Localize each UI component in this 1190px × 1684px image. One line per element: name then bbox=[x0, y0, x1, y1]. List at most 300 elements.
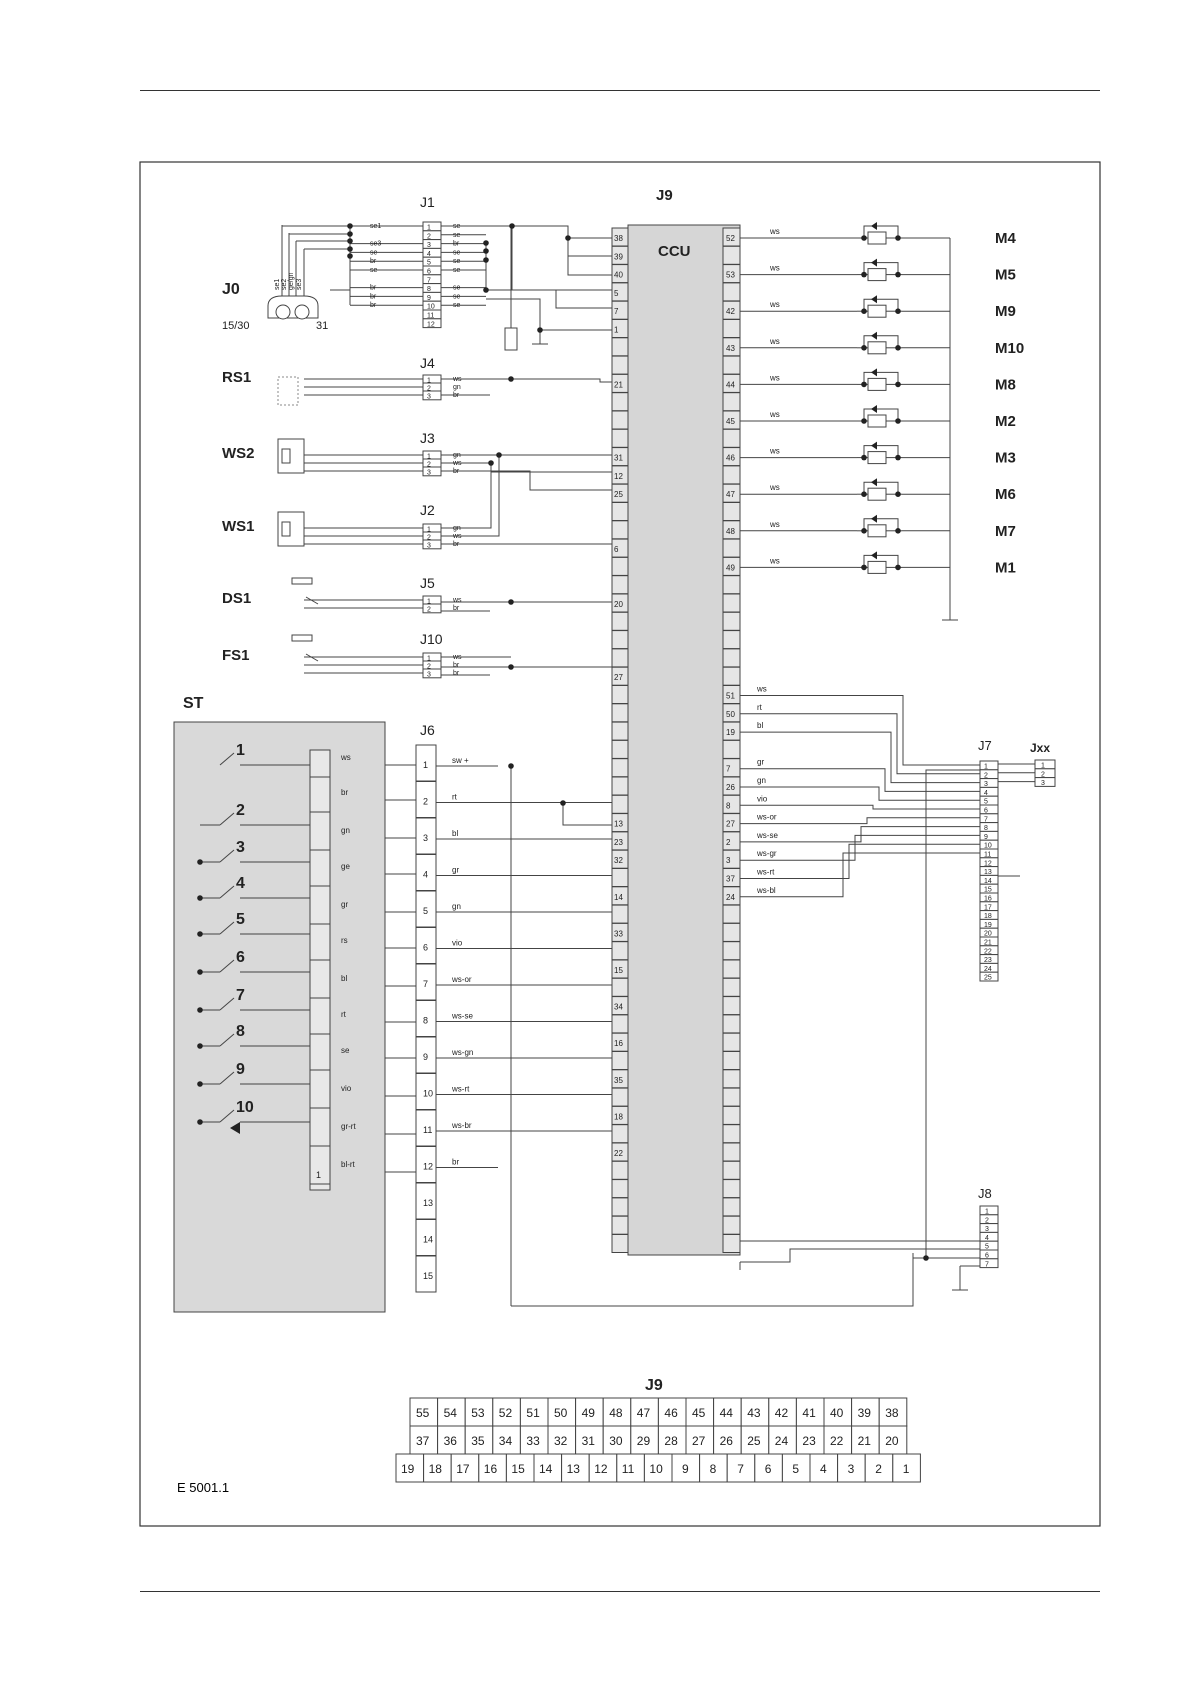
j0-pin-label: ge/gn bbox=[288, 272, 295, 290]
junction-dot bbox=[861, 345, 867, 351]
diode-icon bbox=[871, 332, 877, 340]
sensor-connector-title: J3 bbox=[420, 430, 435, 446]
sensor-pin: 3 bbox=[427, 542, 431, 550]
ccu-right-pin-cell bbox=[723, 1052, 740, 1070]
pinout-pin: 26 bbox=[719, 1434, 733, 1448]
ccu-left-pin: 31 bbox=[614, 453, 623, 463]
j1-pin: 9 bbox=[427, 294, 431, 302]
j6-wire-label: ws-or bbox=[452, 975, 472, 984]
j6-pin: 11 bbox=[423, 1125, 433, 1135]
j1-pin: 1 bbox=[427, 224, 431, 232]
sensor-pin-cell bbox=[423, 653, 441, 662]
ccu-left-pin-cell bbox=[612, 942, 628, 960]
st-switch-number: 4 bbox=[236, 875, 245, 892]
j0-pin-label: se2 bbox=[281, 278, 288, 290]
j7-pin: 13 bbox=[984, 869, 992, 877]
j7-pin: 17 bbox=[984, 904, 992, 912]
st-switch-number: 9 bbox=[236, 1061, 245, 1078]
ccu-left-pin-cell bbox=[612, 869, 628, 887]
pinout-pin: 14 bbox=[539, 1462, 553, 1476]
ccu-left-pin-cell bbox=[612, 740, 628, 758]
pinout-pin: 38 bbox=[885, 1406, 899, 1420]
sensor-name: RS1 bbox=[222, 369, 252, 386]
junction-dot bbox=[895, 308, 901, 314]
coil-rect bbox=[868, 232, 886, 244]
ccu-left-pin-cell bbox=[612, 1088, 628, 1106]
j7-pin: 10 bbox=[984, 842, 992, 850]
sensor-pin: 2 bbox=[427, 663, 431, 671]
ccu-left-pin: 18 bbox=[614, 1112, 623, 1122]
coil-rect bbox=[868, 415, 886, 427]
st-switch-number: 1 bbox=[236, 742, 245, 759]
j7-wire-label: bl bbox=[757, 721, 764, 731]
ccu-right-pin-cell bbox=[723, 1088, 740, 1106]
j6-pin: 10 bbox=[423, 1088, 434, 1099]
ccu-right-pin-cell bbox=[723, 539, 740, 557]
j1-pin: 5 bbox=[427, 259, 431, 267]
ccu-left-pin-cell bbox=[612, 1180, 628, 1198]
pinout-pin: 27 bbox=[692, 1434, 706, 1448]
junction-dot bbox=[895, 418, 901, 424]
pinout-pin: 5 bbox=[792, 1462, 800, 1476]
j1-right-wire: se bbox=[453, 249, 461, 257]
jxx-cell bbox=[1035, 769, 1055, 778]
junction-dot bbox=[347, 238, 353, 244]
st-wire-label: se bbox=[341, 1046, 350, 1055]
j1-left-wire: se bbox=[370, 249, 378, 257]
j6-pin: 8 bbox=[423, 1015, 429, 1026]
return-bus bbox=[511, 1253, 913, 1306]
coil-rect bbox=[868, 342, 886, 354]
sensor-wire-label: ws bbox=[453, 533, 462, 540]
j7-pin: 25 bbox=[984, 974, 992, 982]
ccu-left-pin-cell bbox=[612, 795, 628, 813]
sensor-wire-label: ws bbox=[453, 654, 462, 661]
ccu-left-pin-cell bbox=[612, 1235, 628, 1253]
ccu-connector: J9 bbox=[656, 187, 673, 204]
coil-rect bbox=[868, 269, 886, 281]
ccu-right-pin: 50 bbox=[726, 709, 735, 719]
ccu-left-pin: 40 bbox=[614, 270, 623, 280]
sensor-ccu-wire bbox=[441, 667, 612, 675]
ccu-right-pin: 52 bbox=[726, 234, 735, 243]
j6-wire-label: ws-se bbox=[452, 1011, 473, 1021]
junction-dot bbox=[197, 1081, 203, 1087]
j6-branch bbox=[563, 803, 612, 825]
j7-pin: 18 bbox=[984, 913, 992, 921]
ccu-left-pin-cell bbox=[612, 521, 628, 539]
junction-dot bbox=[508, 763, 514, 769]
st-wire-label: gn bbox=[341, 826, 350, 835]
sensor-connector-title: J2 bbox=[420, 502, 435, 518]
ccu-right-pin: 2 bbox=[726, 837, 731, 847]
st-panel bbox=[174, 722, 385, 1312]
j1-pin: 7 bbox=[427, 277, 431, 285]
j1-cell bbox=[423, 240, 441, 249]
diode-icon bbox=[871, 478, 877, 486]
junction-dot bbox=[197, 931, 203, 937]
sensor-wire-label: gn bbox=[453, 452, 461, 459]
j7-wire-label: ws-gr bbox=[757, 849, 777, 859]
j1-ccu-wire bbox=[486, 299, 612, 330]
st-switch-number: 8 bbox=[236, 1023, 245, 1040]
junction-dot bbox=[508, 599, 514, 605]
j0-pin-right bbox=[295, 305, 309, 319]
j7-wire-label: rt bbox=[757, 702, 762, 712]
junction-dot bbox=[483, 257, 489, 263]
j1-title: J1 bbox=[420, 194, 435, 210]
motor-wire-label: ws bbox=[770, 483, 780, 493]
sensor-name: WS2 bbox=[222, 445, 255, 462]
ccu-left-pin-cell bbox=[612, 1161, 628, 1179]
ccu-left-pin-cell bbox=[612, 576, 628, 594]
j7-pin: 14 bbox=[984, 877, 992, 885]
motor-name: M5 bbox=[995, 266, 1016, 284]
ccu-right-pin: 53 bbox=[726, 270, 735, 280]
junction-dot bbox=[483, 248, 489, 254]
diode-icon bbox=[871, 405, 877, 413]
pinout-pin: 45 bbox=[692, 1406, 706, 1420]
j7-cell bbox=[980, 814, 998, 823]
jxx-pin: 3 bbox=[1041, 780, 1045, 788]
j0-terminal-right: 31 bbox=[316, 320, 329, 332]
pinout-pin: 50 bbox=[554, 1406, 568, 1420]
pinout-pin: 13 bbox=[566, 1462, 580, 1476]
j1-pin: 8 bbox=[427, 286, 431, 294]
j8-pin: 6 bbox=[985, 1252, 989, 1260]
j6-pin: 4 bbox=[423, 869, 429, 880]
ccu-right-pin-cell bbox=[723, 1070, 740, 1088]
diode-icon bbox=[871, 368, 877, 376]
sensor-pin: 3 bbox=[427, 671, 431, 679]
j1-left-wire: se3 bbox=[370, 240, 382, 248]
pinout-pin: 40 bbox=[830, 1406, 844, 1420]
j8-pin: 2 bbox=[985, 1217, 989, 1225]
pinout-pin: 46 bbox=[664, 1406, 678, 1420]
j7-pin: 7 bbox=[984, 816, 988, 824]
ccu-left-pin-cell bbox=[612, 649, 628, 667]
ccu-left-pin: 20 bbox=[614, 600, 623, 609]
j1-right-wire: se bbox=[453, 231, 461, 239]
st-switch-number: 2 bbox=[236, 802, 245, 819]
j7-pin: 19 bbox=[984, 921, 992, 929]
ccu-left-pin-cell bbox=[612, 612, 628, 630]
diode-icon bbox=[871, 295, 877, 303]
ccu-right-pin-cell bbox=[723, 1033, 740, 1051]
pinout-pin: 1 bbox=[902, 1462, 910, 1476]
ccu-right-pin-cell bbox=[723, 1106, 740, 1124]
j1-ccu-wire bbox=[568, 256, 612, 275]
j1-right-wire: se bbox=[453, 223, 461, 230]
sensor-name: DS1 bbox=[222, 590, 252, 607]
motor-wire-label: ws bbox=[770, 446, 780, 456]
pinout-pin: 36 bbox=[443, 1434, 457, 1448]
junction-dot bbox=[565, 235, 571, 241]
sensor-pin-cell bbox=[423, 540, 441, 549]
sensor-wire-label: br bbox=[453, 468, 460, 475]
j6-wire-label: ws-gn bbox=[452, 1048, 474, 1057]
j0-title: J0 bbox=[222, 281, 240, 298]
ccu-left-pin-cell bbox=[612, 777, 628, 795]
ccu-right-pin-cell bbox=[723, 612, 740, 630]
motor-wire-label: ws bbox=[770, 263, 780, 273]
motor-name: M3 bbox=[995, 449, 1016, 467]
pinout-pin: 9 bbox=[682, 1462, 689, 1476]
ccu-left-pin-cell bbox=[612, 1125, 628, 1143]
pinout-pin: 17 bbox=[456, 1462, 470, 1476]
j6-wire-label: br bbox=[452, 1157, 460, 1167]
j6-wire-label: bl bbox=[452, 829, 459, 838]
sensor-wire-label: ws bbox=[453, 597, 462, 604]
junction-dot bbox=[861, 382, 867, 388]
j6-pin: 13 bbox=[423, 1198, 434, 1208]
j8-cell bbox=[980, 1259, 998, 1268]
ccu-left-pin-cell bbox=[612, 1015, 628, 1033]
pinout-pin: 33 bbox=[526, 1434, 540, 1448]
j7-wire-label: gr bbox=[757, 757, 765, 767]
j7-wire bbox=[740, 696, 980, 766]
j8-cell bbox=[980, 1215, 998, 1224]
pinout-pin: 3 bbox=[847, 1462, 855, 1476]
junction-dot bbox=[197, 895, 203, 901]
sensor-pin: 3 bbox=[427, 393, 431, 401]
pinout-pin: 15 bbox=[511, 1462, 525, 1476]
jxx-cell bbox=[1035, 760, 1055, 769]
sensor-pin: 1 bbox=[427, 453, 431, 461]
junction-dot bbox=[895, 491, 901, 497]
sensor-connector-title: J4 bbox=[420, 355, 435, 371]
j6-wire-label: ws-rt bbox=[452, 1084, 470, 1094]
motor-name: M7 bbox=[995, 522, 1016, 540]
jxx-cell bbox=[1035, 778, 1055, 787]
ccu-left-pin: 1 bbox=[614, 325, 619, 335]
ccu-right-pin: 47 bbox=[726, 490, 735, 500]
wheel-sensor-coil bbox=[282, 522, 290, 536]
j8-sense-wire bbox=[926, 770, 980, 1258]
ccu-left-pin: 13 bbox=[614, 819, 623, 829]
sensor-wire-label: gn bbox=[453, 384, 461, 391]
junction-dot bbox=[861, 308, 867, 314]
junction-dot bbox=[861, 235, 867, 241]
ccu-left-pin-cell bbox=[612, 905, 628, 923]
st-terminal-pin: 1 bbox=[316, 1170, 322, 1180]
junction-dot bbox=[895, 565, 901, 571]
sensor-pin-cell bbox=[423, 459, 441, 468]
ccu-right-pin: 51 bbox=[726, 691, 735, 701]
st-wire-label: ge bbox=[341, 862, 350, 871]
pinout-pin: 19 bbox=[401, 1462, 415, 1476]
pinout-pin: 54 bbox=[443, 1406, 457, 1420]
sensor-pin: 3 bbox=[427, 469, 431, 477]
j7-pin: 4 bbox=[984, 789, 988, 797]
motor-wire-label: ws bbox=[770, 336, 780, 346]
j8-cell bbox=[980, 1224, 998, 1233]
junction-dot bbox=[861, 491, 867, 497]
j6-wire-label: gr bbox=[452, 865, 460, 875]
junction-dot bbox=[895, 345, 901, 351]
ccu-right-pin: 45 bbox=[726, 417, 735, 426]
ccu-right-pin-cell bbox=[723, 1180, 740, 1198]
j7-cell bbox=[980, 787, 998, 796]
motor-name: M8 bbox=[995, 376, 1016, 394]
j1-cell bbox=[423, 248, 441, 257]
ccu-right-pin: 48 bbox=[726, 526, 735, 536]
motor-wire-label: ws bbox=[770, 227, 780, 236]
j7-pin: 24 bbox=[984, 965, 992, 973]
j7-wire-label: ws-se bbox=[757, 830, 778, 840]
ccu-right-pin: 46 bbox=[726, 453, 735, 463]
ccu-left-pin: 25 bbox=[614, 490, 623, 500]
j8-wire bbox=[740, 1249, 980, 1262]
st-title: ST bbox=[183, 695, 204, 712]
j1-left-wire: br bbox=[370, 284, 377, 292]
j1-left-wire: se bbox=[370, 267, 378, 274]
jxx-title: Jxx bbox=[1030, 741, 1051, 755]
j7-pin: 6 bbox=[984, 807, 988, 815]
junction-dot bbox=[197, 859, 203, 865]
j6-wire-label: rt bbox=[452, 792, 457, 802]
ccu-left-pin-cell bbox=[612, 686, 628, 704]
pinout-pin: 31 bbox=[581, 1434, 595, 1448]
st-switch-number: 7 bbox=[236, 987, 245, 1004]
j7-wire bbox=[740, 732, 980, 783]
motor-name: M9 bbox=[995, 303, 1016, 321]
j7-cell bbox=[980, 823, 998, 832]
j1-ccu-wire bbox=[486, 226, 612, 290]
j1-ccu-wire bbox=[486, 226, 612, 238]
st-switch-number: 10 bbox=[236, 1099, 254, 1116]
ccu-right-pin-cell bbox=[723, 1125, 740, 1143]
st-wire-label: rt bbox=[341, 1010, 346, 1019]
junction-dot bbox=[509, 223, 515, 229]
j7-pin: 1 bbox=[984, 763, 988, 771]
j1-ccu-wire bbox=[568, 238, 612, 256]
junction-dot bbox=[496, 452, 502, 458]
sensor-pin-cell bbox=[423, 375, 441, 384]
ccu-right-pin-cell bbox=[723, 1235, 740, 1253]
junction-dot bbox=[347, 231, 353, 237]
j1-pin: 6 bbox=[427, 268, 431, 276]
j8-cell bbox=[980, 1250, 998, 1259]
j6-pin: 1 bbox=[423, 760, 429, 770]
sensor-ccu-wire bbox=[441, 463, 491, 528]
j6-pin: 9 bbox=[423, 1052, 429, 1062]
ccu-right-pin-cell bbox=[723, 1015, 740, 1033]
motor-name: M1 bbox=[995, 559, 1016, 577]
pinout-pin: 41 bbox=[802, 1406, 816, 1420]
j1-cell bbox=[423, 292, 441, 301]
coil-rect bbox=[868, 488, 886, 500]
jxx-pin: 2 bbox=[1041, 771, 1045, 779]
rs1-sensor-icon bbox=[278, 377, 298, 405]
junction-dot bbox=[488, 460, 494, 466]
sensor-ccu-wire bbox=[441, 379, 612, 382]
j7-wire-label: ws-bl bbox=[757, 885, 776, 895]
pinout-pin: 20 bbox=[885, 1434, 899, 1448]
junction-dot bbox=[347, 246, 353, 252]
j6-pin: 7 bbox=[423, 979, 429, 989]
j7-wire-label: vio bbox=[757, 794, 768, 804]
junction-dot bbox=[197, 1007, 203, 1013]
pinout-pin: 53 bbox=[471, 1406, 485, 1420]
pinout-pin: 29 bbox=[636, 1434, 651, 1448]
ccu-right-pin-cell bbox=[723, 246, 740, 264]
j8-pin: 7 bbox=[985, 1261, 989, 1269]
j8-pin: 5 bbox=[985, 1243, 989, 1251]
sensor-pin-cell bbox=[423, 467, 441, 476]
sensor-wire-label: ws bbox=[453, 376, 462, 383]
j7-pin: 9 bbox=[984, 833, 988, 841]
ccu-right-pin-cell bbox=[723, 942, 740, 960]
junction-dot bbox=[861, 565, 867, 571]
j7-pin: 23 bbox=[984, 957, 992, 965]
ccu-label: CCU bbox=[658, 243, 691, 260]
j1-left-wire: br bbox=[370, 293, 377, 301]
ccu-right-pin-cell bbox=[723, 320, 740, 338]
ccu-left-pin-cell bbox=[612, 1198, 628, 1216]
j1-pin: 2 bbox=[427, 233, 431, 241]
ccu-left-pin-cell bbox=[612, 338, 628, 356]
st-wire-label: rs bbox=[341, 936, 348, 945]
ccu-left-pin-cell bbox=[612, 978, 628, 996]
j1-right-wire: se bbox=[453, 293, 461, 301]
sensor-pin-cell bbox=[423, 532, 441, 541]
j7-wire bbox=[740, 787, 980, 800]
ccu-right-pin: 44 bbox=[726, 380, 735, 390]
pinout-pin: 10 bbox=[649, 1462, 663, 1476]
sensor-connector-title: J5 bbox=[420, 575, 435, 591]
j7-pin: 5 bbox=[984, 798, 988, 806]
ccu-right-pin-cell bbox=[723, 997, 740, 1015]
motor-wire-label: ws bbox=[770, 373, 780, 383]
pinout-title: J9 bbox=[645, 1377, 663, 1394]
junction-dot bbox=[197, 969, 203, 975]
j7-pin: 15 bbox=[984, 886, 992, 894]
j0-pin-label: se1 bbox=[274, 278, 281, 290]
junction-dot bbox=[861, 528, 867, 534]
ccu-left-pin-cell bbox=[612, 704, 628, 722]
sensor-pin: 1 bbox=[427, 377, 431, 385]
pinout-pin: 55 bbox=[416, 1406, 430, 1420]
j8-pin: 3 bbox=[985, 1226, 989, 1234]
j8-pin: 4 bbox=[985, 1234, 989, 1242]
pinout-pin: 16 bbox=[483, 1462, 498, 1476]
motor-wire-label: ws bbox=[770, 519, 780, 529]
pinout-pin: 4 bbox=[820, 1462, 827, 1476]
ccu-left-pin: 23 bbox=[614, 837, 623, 847]
j1-cell bbox=[423, 284, 441, 293]
junction-dot bbox=[347, 223, 353, 229]
pinout-pin: 47 bbox=[636, 1406, 651, 1420]
ccu-right-pin-cell bbox=[723, 905, 740, 923]
ccu-left-pin: 33 bbox=[614, 929, 623, 939]
sensor-wire-label: br bbox=[453, 392, 460, 399]
j0-plug bbox=[268, 296, 318, 318]
sensor-connector-title: J10 bbox=[420, 631, 443, 647]
ccu-left-pin-cell bbox=[612, 631, 628, 649]
j7-wire-label: ws-or bbox=[757, 812, 777, 822]
ccu-left-pin-cell bbox=[612, 393, 628, 411]
j7-cell bbox=[980, 779, 998, 788]
coil-rect bbox=[868, 561, 886, 573]
j1-left-wire: br bbox=[370, 302, 377, 310]
coil-rect bbox=[868, 452, 886, 464]
ccu-right-pin-cell bbox=[723, 503, 740, 521]
j6-pin: 14 bbox=[423, 1234, 434, 1245]
motor-wire-label: ws bbox=[770, 410, 780, 419]
pinout-pin: 6 bbox=[764, 1462, 772, 1476]
ccu-right-pin-cell bbox=[723, 649, 740, 667]
